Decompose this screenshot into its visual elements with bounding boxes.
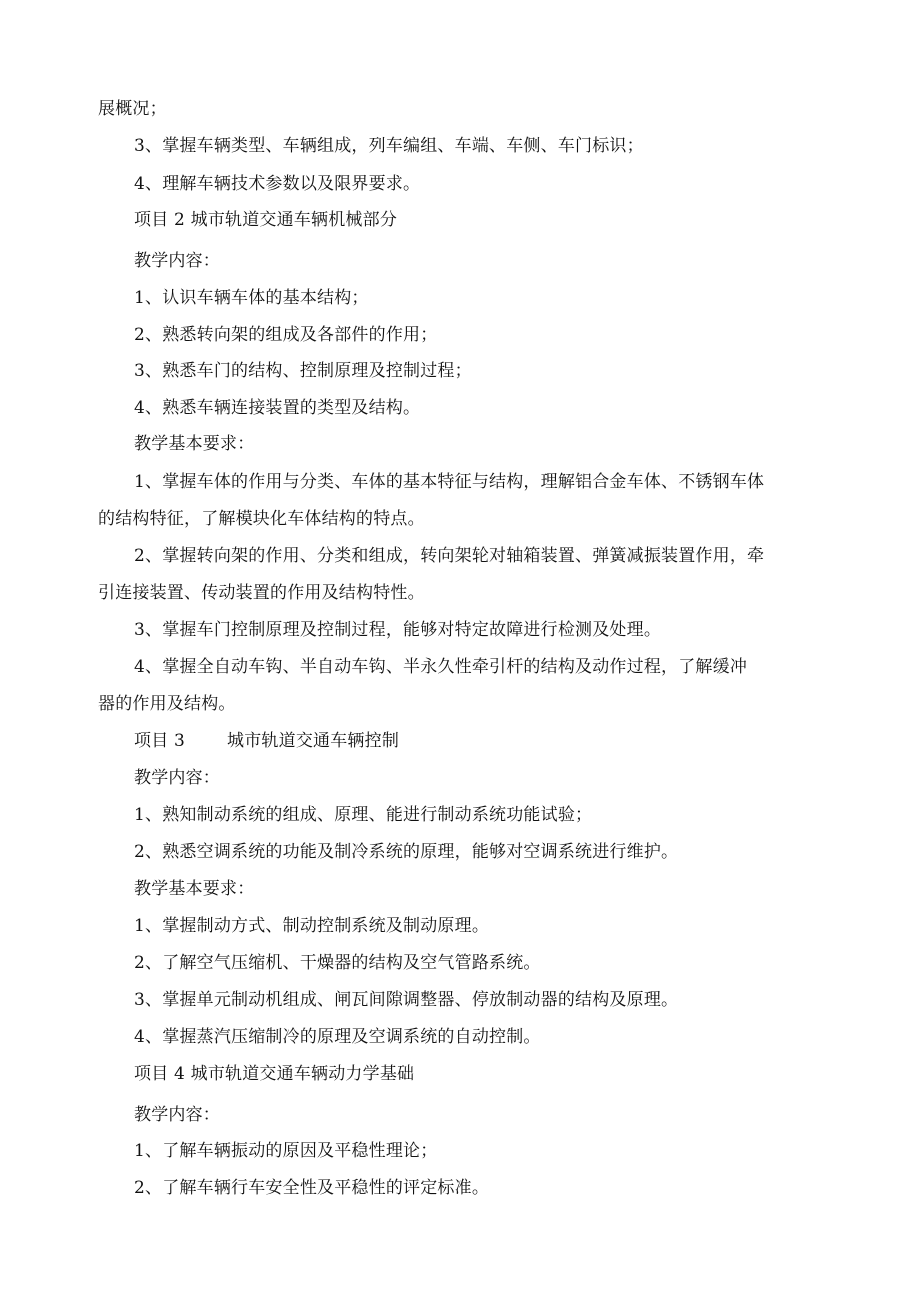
text-line: 教学内容：: [134, 768, 220, 788]
section-heading: [134, 729, 399, 753]
text-line: 3、掌握车门控制原理及控制过程，能够对特定故障进行检测及处理。: [134, 620, 662, 640]
text-line: 教学内容：: [134, 251, 220, 271]
text-line: 4、掌握全自动车钩、半自动车钩、半永久性牵引杆的结构及动作过程，了解缓冲: [134, 657, 748, 677]
text-line: 教学基本要求：: [134, 879, 255, 899]
text-line: 4、理解车辆技术参数以及限界要求。: [134, 174, 421, 194]
text-line: 4、掌握蒸汽压缩制冷的原理及空调系统的自动控制。: [134, 1027, 541, 1047]
text-line: 1、认识车辆车体的基本结构；: [134, 288, 369, 308]
text-line: 2、了解空气压缩机、干燥器的结构及空气管路系统。: [134, 953, 541, 973]
section-title: 城市轨道交通车辆控制: [227, 731, 400, 751]
text-line: 4、熟悉车辆连接装置的类型及结构。: [134, 398, 421, 418]
section-number: 项目 3: [134, 731, 186, 751]
section-heading: 项目 4 城市轨道交通车辆动力学基础: [134, 1064, 415, 1084]
text-line: 1、了解车辆振动的原因及平稳性理论；: [134, 1141, 438, 1161]
text-line: 的结构特征，了解模块化车体结构的特点。: [98, 509, 425, 529]
text-line: 3、掌握车辆类型、车辆组成，列车编组、车端、车侧、车门标识；: [134, 136, 644, 156]
section-heading: 项目 2 城市轨道交通车辆机械部分: [134, 210, 398, 230]
text-line: 3、熟悉车门的结构、控制原理及控制过程；: [134, 361, 472, 381]
text-line: 教学内容：: [134, 1105, 220, 1125]
text-line: 2、熟悉空调系统的功能及制冷系统的原理，能够对空调系统进行维护。: [134, 842, 679, 862]
text-line: 引连接装置、传动装置的作用及结构特性。: [98, 583, 425, 603]
text-line: 1、掌握车体的作用与分类、车体的基本特征与结构，理解铝合金车体、不锈钢车体: [134, 472, 765, 492]
text-line: 器的作用及结构。: [98, 694, 236, 714]
text-line: 1、熟知制动系统的组成、原理、能进行制动系统功能试验；: [134, 805, 593, 825]
text-line: 2、熟悉转向架的组成及各部件的作用；: [134, 325, 438, 345]
text-line: 展概况；: [98, 99, 167, 119]
text-line: 2、掌握转向架的作用、分类和组成，转向架轮对轴箱装置、弹簧减振装置作用，牵: [134, 546, 765, 566]
text-line: 教学基本要求：: [134, 434, 255, 454]
text-line: 1、掌握制动方式、制动控制系统及制动原理。: [134, 916, 490, 936]
text-line: 2、了解车辆行车安全性及平稳性的评定标准。: [134, 1178, 490, 1198]
text-line: 3、掌握单元制动机组成、闸瓦间隙调整器、停放制动器的结构及原理。: [134, 990, 679, 1010]
